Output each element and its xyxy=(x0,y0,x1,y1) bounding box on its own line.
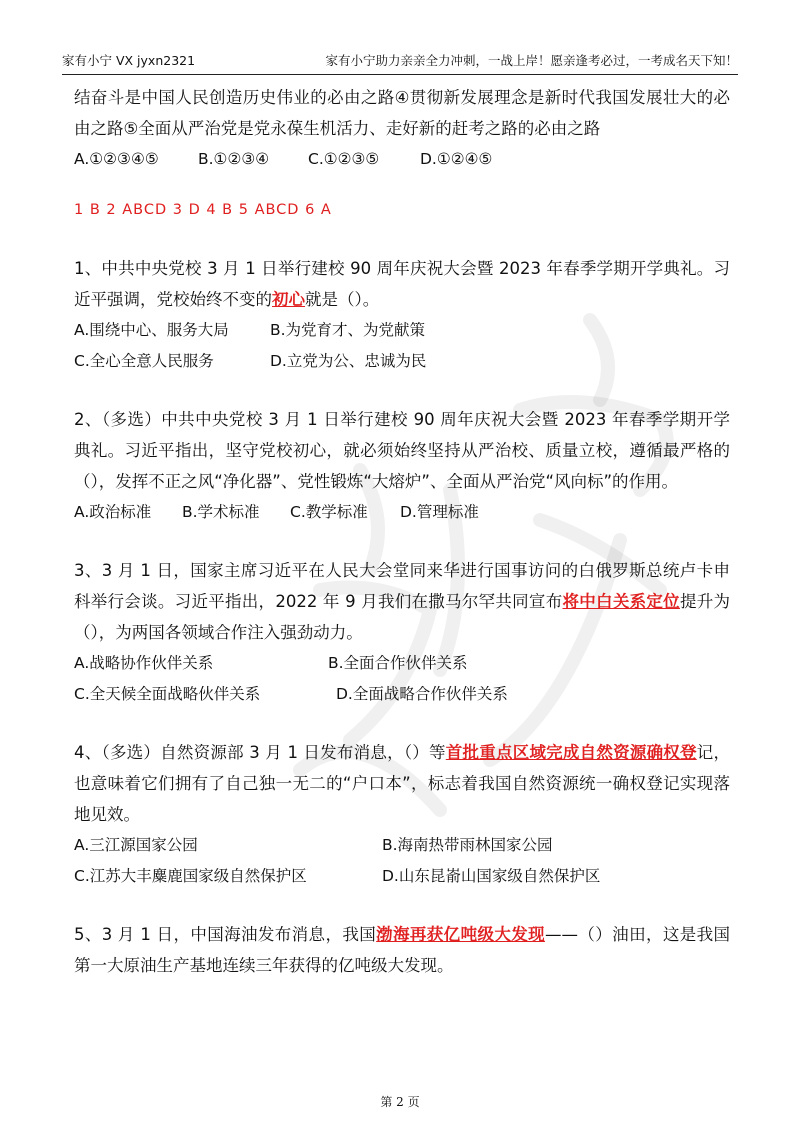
options-row xyxy=(74,830,730,861)
option-a: A.战略协作伙伴关系 xyxy=(74,654,214,672)
options-row xyxy=(74,497,730,528)
intro-option-c: C.①②③⑤ xyxy=(308,150,380,168)
option-d: D.管理标准 xyxy=(400,503,479,521)
options-row xyxy=(74,346,730,377)
question-text xyxy=(74,737,730,830)
question-text-post: 记，也意味着它们拥有了自己独一无二的“户口本”，标志着我国自然资源统一确权登记实现落地见效。 xyxy=(74,743,730,824)
options-row xyxy=(74,861,730,892)
question-text-pre: 4、（多选）自然资源部 3 月 1 日发布消息，（）等 xyxy=(74,743,446,762)
question-5 xyxy=(74,919,730,981)
intro-options xyxy=(74,144,730,175)
question-2 xyxy=(74,404,730,528)
option-b: B.学术标准 xyxy=(182,503,260,521)
options-row xyxy=(74,679,730,710)
option-c: C.教学标准 xyxy=(290,503,368,521)
option-a: A.三江源国家公园 xyxy=(74,836,198,854)
option-a: A.政治标准 xyxy=(74,503,152,521)
question-text xyxy=(74,555,730,648)
option-d: D.山东昆嵛山国家级自然保护区 xyxy=(382,867,601,885)
answer-key: 1 B 2 ABCD 3 D 4 B 5 ABCD 6 A xyxy=(74,202,332,218)
question-text xyxy=(74,919,730,981)
question-text-post: 就是（）。 xyxy=(305,290,380,309)
question-3 xyxy=(74,555,730,710)
page-number: 第 2 页 xyxy=(380,1095,420,1109)
page-content xyxy=(74,82,730,981)
question-text-post: 提升为（），为两国各领域合作注入强劲动力。 xyxy=(74,592,731,642)
intro-option-b: B.①②③④ xyxy=(198,150,270,168)
option-b: B.为党育才、为党献策 xyxy=(270,321,426,339)
options-row xyxy=(74,648,730,679)
option-d: D.立党为公、忠诚为民 xyxy=(270,352,427,370)
intro-paragraph: 结奋斗是中国人民创造历史伟业的必由之路④贯彻新发展理念是新时代我国发展壮大的必由之路⑤全面从严治党是党永葆生机活力、走好新的赶考之路的必由之路 xyxy=(74,88,730,138)
question-text: 2、（多选）中共中央党校 3 月 1 日举行建校 90 周年庆祝大会暨 2023 年春季学期开学典礼。习近平指出，坚守党校初心，就必须始终坚持从严治校、质量立校，遵循最严格的（），发挥不正之风“净化器”、党性锻炼“大熔炉”、全面从严治党“风向标”的作用。 xyxy=(74,410,730,491)
question-text-post: ——（）油田，这是我国第一大原油生产基地连续三年获得的亿吨级大发现。 xyxy=(74,925,731,975)
option-b: B.海南热带雨林国家公园 xyxy=(382,836,553,854)
highlight-term: 首批重点区域完成自然资源确权登 xyxy=(445,743,697,762)
question-text xyxy=(74,253,730,315)
question-1 xyxy=(74,253,730,377)
option-b: B.全面合作伙伴关系 xyxy=(328,654,468,672)
highlight-term: 初心 xyxy=(272,290,305,309)
intro-option-d: D.①②④⑤ xyxy=(420,150,493,168)
page-header xyxy=(62,52,738,75)
option-c: C.全天候全面战略伙伴关系 xyxy=(74,685,261,703)
question-text-pre: 1、中共中央党校 3 月 1 日举行建校 90 周年庆祝大会暨 2023 年春季学期开学典礼。习近平强调，党校始终不变的 xyxy=(74,259,730,309)
intro-option-a: A.①②③④⑤ xyxy=(74,150,159,168)
option-a: A.围绕中心、服务大局 xyxy=(74,321,229,339)
option-d: D.全面战略合作伙伴关系 xyxy=(336,685,508,703)
options-row xyxy=(74,315,730,346)
question-text-pre: 3、3 月 1 日，国家主席习近平在人民大会堂同来华进行国事访问的白俄罗斯总统卢卡申科举行会谈。习近平指出，2022 年 9 月我们在撒马尔罕共同宣布 xyxy=(74,561,730,611)
highlight-term: 将中白关系定位 xyxy=(562,592,680,611)
option-c: C.江苏大丰麋鹿国家级自然保护区 xyxy=(74,867,307,885)
highlight-term: 渤海再获亿吨级大发现 xyxy=(376,925,546,944)
question-4 xyxy=(74,737,730,892)
question-text-pre: 5、3 月 1 日，中国海油发布消息，我国 xyxy=(74,925,377,944)
header-right-text: 家有小宁助力亲亲全力冲刺，一战上岸！愿亲逢考必过，一考成名天下知！ xyxy=(325,53,738,68)
header-left-text: 家有小宁 VX jyxn2321 xyxy=(62,53,196,68)
option-c: C.全心全意人民服务 xyxy=(74,352,214,370)
